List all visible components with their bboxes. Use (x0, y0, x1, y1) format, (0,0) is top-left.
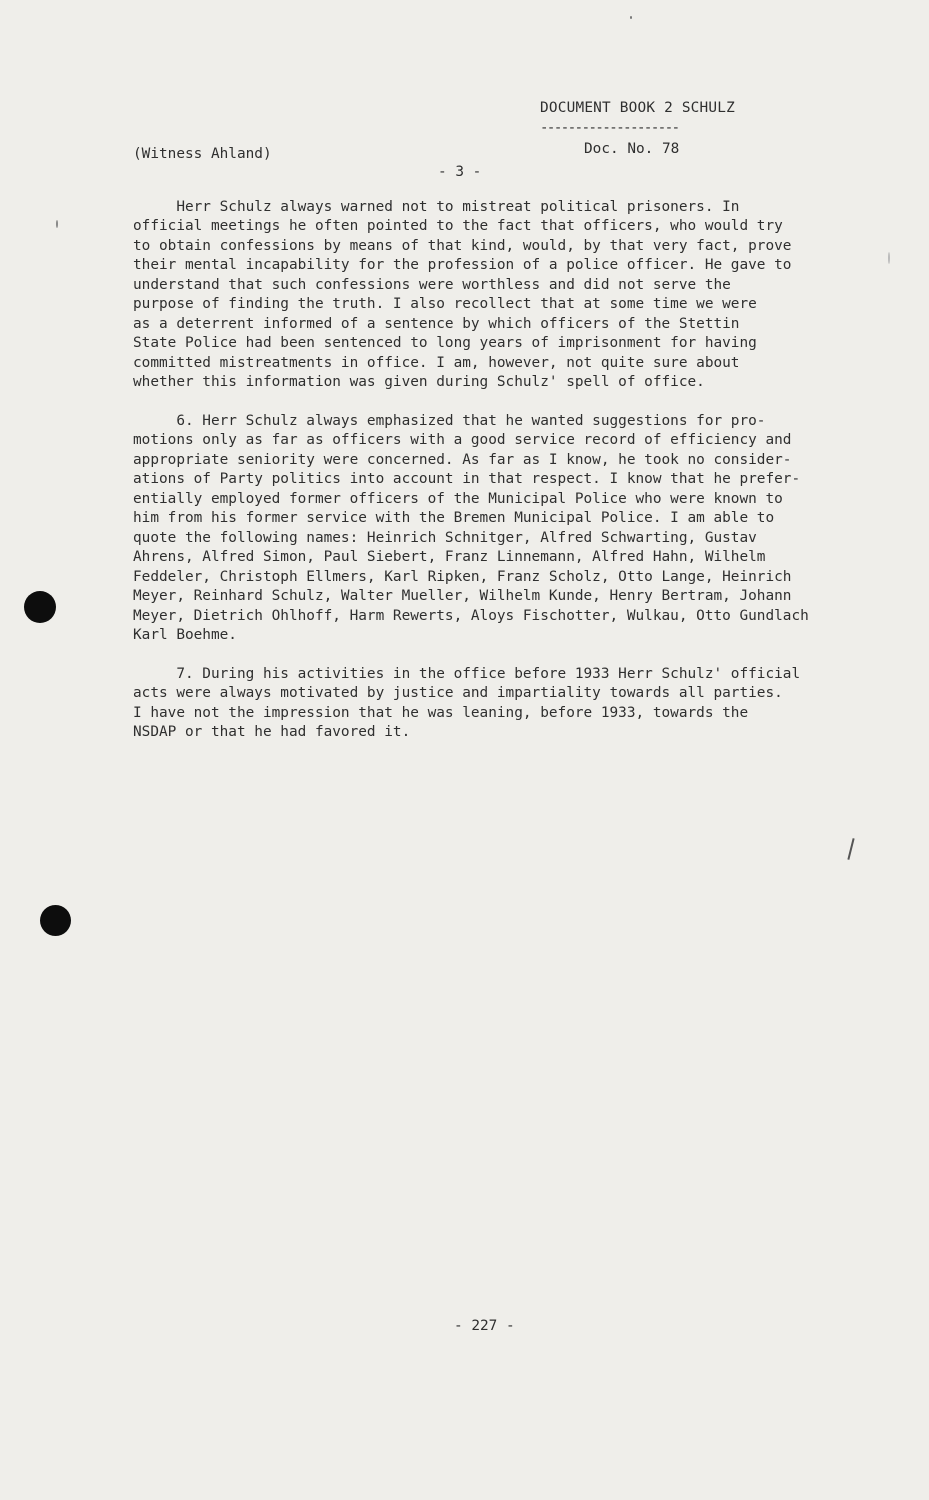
text-line: 7. During his activities in the office before 1933 Herr Schulz' official (133, 666, 801, 682)
text-line: State Police had been sentenced to long years of imprisonment for having (133, 335, 757, 351)
pencil-mark (847, 838, 854, 860)
text-line: NSDAP or that he had favored it. (133, 724, 411, 740)
text-line: appropriate seniority were concerned. As far as I know, he took no consider- (133, 452, 792, 468)
text-line: Feddeler, Christoph Ellmers, Karl Ripken, Franz Scholz, Otto Lange, Heinrich (133, 569, 792, 585)
text-line: their mental incapability for the profession of a police officer. He gave to (133, 257, 792, 273)
text-line: Ahrens, Alfred Simon, Paul Siebert, Franz Linnemann, Alfred Hahn, Wilhelm (133, 549, 766, 565)
text-line: I have not the impression that he was leaning, before 1933, towards the (133, 705, 749, 721)
text-line: 6. Herr Schulz always emphasized that he wanted suggestions for pro- (133, 413, 766, 429)
punch-hole (40, 905, 71, 936)
document-number: Doc. No. 78 (584, 141, 680, 157)
paper-speck (888, 252, 890, 264)
text-line: as a deterrent informed of a sentence by which officers of the Stettin (133, 316, 740, 332)
paper-speck (56, 220, 58, 228)
text-line: Meyer, Reinhard Schulz, Walter Mueller, Wilhelm Kunde, Henry Bertram, Johann (133, 588, 792, 604)
text-line: purpose of finding the truth. I also recollect that at some time we were (133, 296, 757, 312)
text-line: ations of Party politics into account in that respect. I know that he prefer- (133, 471, 801, 487)
text-line: Meyer, Dietrich Ohlhoff, Harm Rewerts, Aloys Fischotter, Wulkau, Otto Gundlach (133, 608, 809, 624)
paper-speck (630, 16, 632, 19)
text-line: him from his former service with the Bremen Municipal Police. I am able to (133, 510, 775, 526)
page-marker: - 3 - (438, 164, 482, 180)
punch-hole (24, 591, 56, 623)
text-line: to obtain confessions by means of that kind, would, by that very fact, prove (133, 238, 792, 254)
text-line: Herr Schulz always warned not to mistreat political prisoners. In (133, 199, 740, 215)
document-book-title: DOCUMENT BOOK 2 SCHULZ (540, 100, 736, 116)
header-rule: -------------------- (540, 120, 679, 136)
text-line: committed mistreatments in office. I am, however, not quite sure about (133, 355, 740, 371)
text-line: quote the following names: Heinrich Schnitger, Alfred Schwarting, Gustav (133, 530, 757, 546)
text-line: official meetings he often pointed to the fact that officers, who would try (133, 218, 783, 234)
footer-page-number: - 227 - (454, 1318, 515, 1334)
text-line: understand that such confessions were worthless and did not serve the (133, 277, 731, 293)
text-line: motions only as far as officers with a good service record of efficiency and (133, 432, 792, 448)
text-line: entially employed former officers of the Municipal Police who were known to (133, 491, 783, 507)
text-line: whether this information was given during Schulz' spell of office. (133, 374, 705, 390)
text-line: acts were always motivated by justice and impartiality towards all parties. (133, 685, 783, 701)
text-line: Karl Boehme. (133, 627, 237, 643)
witness-label: (Witness Ahland) (133, 146, 272, 162)
